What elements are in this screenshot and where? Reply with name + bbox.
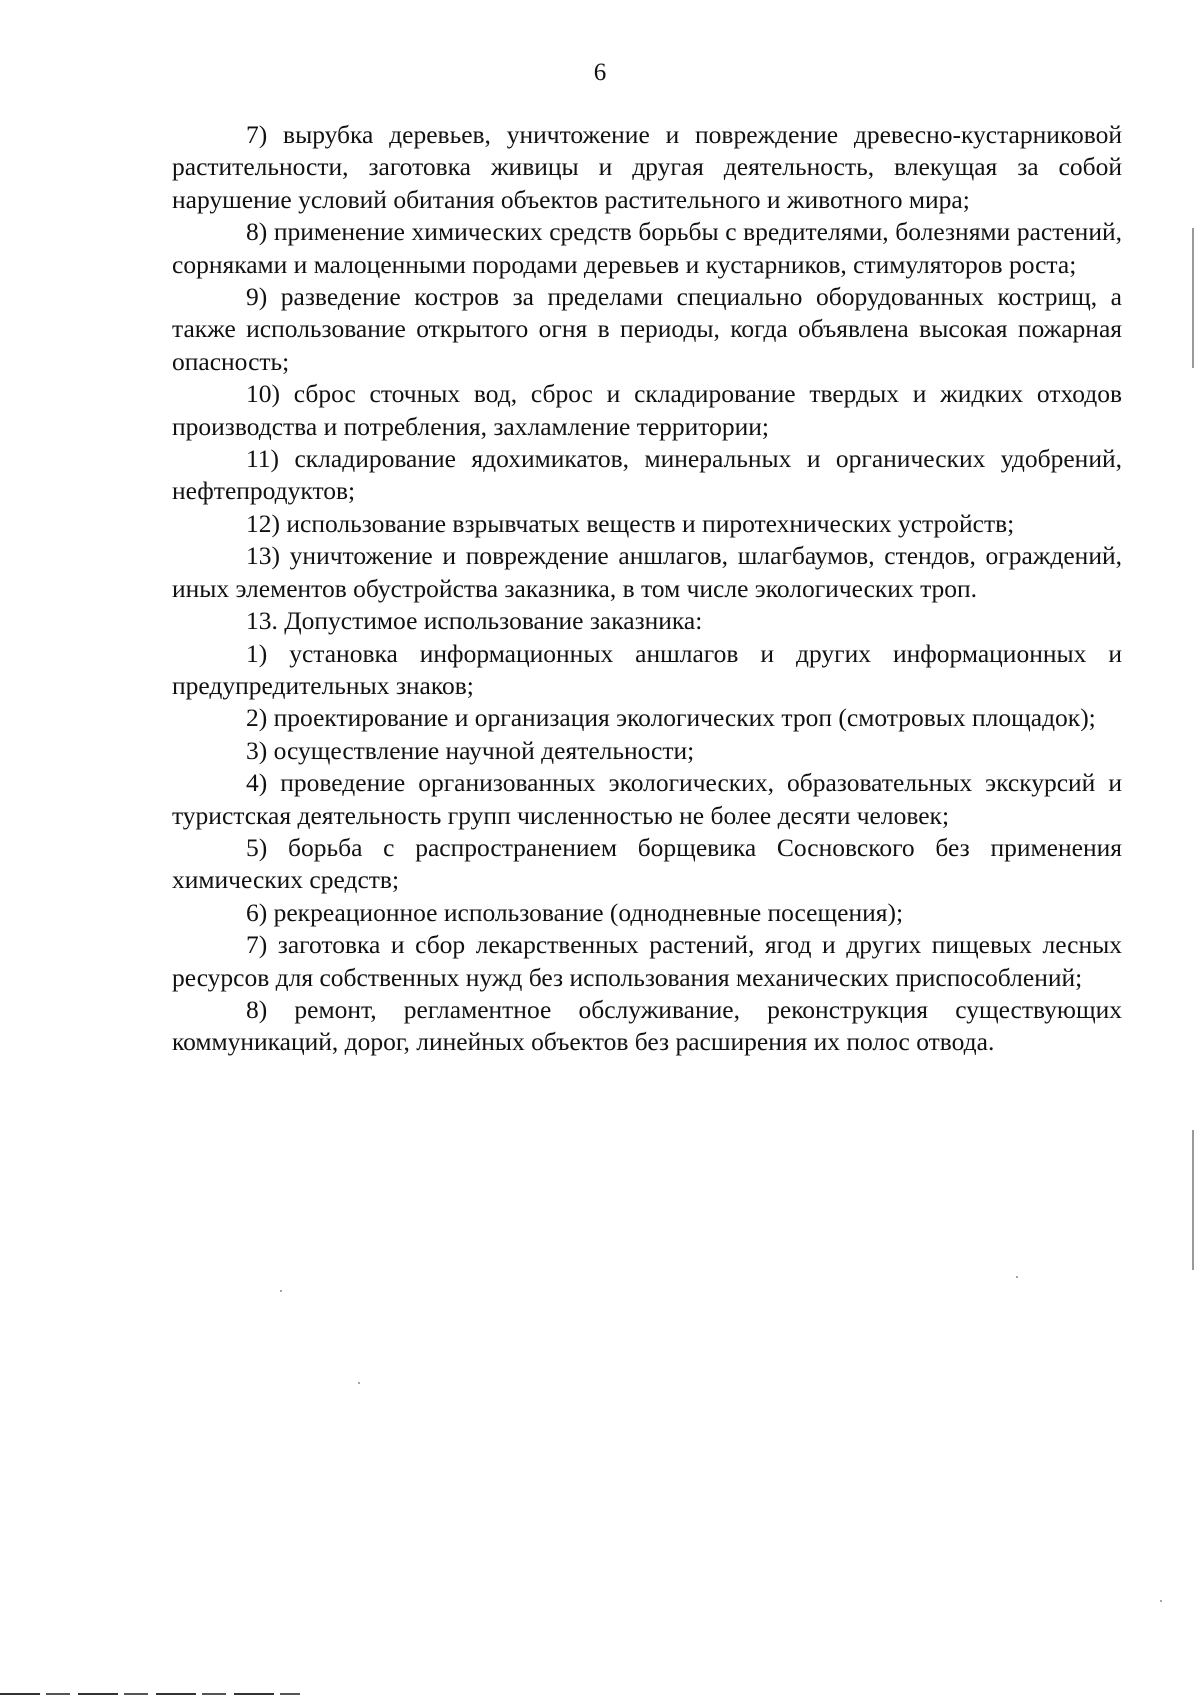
prohibited-item-9: 9) разведение костров за пределами специально оборудованных кострищ, а также использование открытого огня в периоды, когда объявлена высокая пожарная опасность; [172, 282, 1122, 376]
scan-speck [1160, 1600, 1162, 1602]
prohibited-item-13: 13) уничтожение и повреждение аншлагов, шлагбаумов, стендов, ограждений, иных элементов обустройства заказника, в том числе экологических троп. [172, 541, 1122, 603]
document-body [172, 119, 1122, 1059]
prohibited-item-12: 12) использование взрывчатых веществ и пиротехнических устройств; [246, 508, 1015, 538]
permitted-item-3: 3) осуществление научной деятельности; [246, 735, 695, 765]
scan-speck [280, 1290, 282, 1292]
prohibited-item-11: 11) складирование ядохимикатов, минеральных и органических удобрений, нефтепродуктов; [172, 444, 1122, 506]
scan-speck [358, 1382, 360, 1384]
permitted-item-7: 7) заготовка и сбор лекарственных растений, ягод и других пищевых лесных ресурсов для собственных нужд без использования механических приспособлений; [172, 930, 1122, 992]
scan-edge-line [1192, 228, 1194, 368]
page-number: 6 [593, 59, 607, 86]
prohibited-item-7: 7) вырубка деревьев, уничтожение и повреждение древесно-кустарниковой растительности, заготовка живицы и другая деятельность, влекущая за собой нарушение условий обитания объектов растительного и животного мира; [172, 120, 1122, 214]
permitted-item-1: 1) установка информационных аншлагов и других информационных и предупредительных знаков; [172, 638, 1122, 700]
section-heading-13: 13. Допустимое использование заказника: [246, 606, 703, 636]
permitted-item-2: 2) проектирование и организация экологических троп (смотровых площадок); [246, 703, 1096, 733]
permitted-item-4: 4) проведение организованных экологических, образовательных экскурсий и туристская деятельность групп численностью не более десяти человек; [172, 768, 1122, 830]
prohibited-item-8: 8) применение химических средств борьбы с вредителями, болезнями растений, сорняками и малоценными породами деревьев и кустарников, стимуляторов роста; [172, 217, 1122, 279]
permitted-item-6: 6) рекреационное использование (однодневные посещения); [246, 897, 904, 927]
permitted-item-5: 5) борьба с распространением борщевика Сосновского без применения химических средств; [172, 832, 1122, 895]
permitted-item-8: 8) ремонт, регламентное обслуживание, реконструкция существующих коммуникаций, дорог, линейных объектов без расширения их полос отвода. [172, 994, 1122, 1057]
scan-bottom-rule [0, 1693, 300, 1695]
prohibited-item-10: 10) сброс сточных вод, сброс и складирование твердых и жидких отходов производства и потребления, захламление территории; [172, 379, 1122, 441]
scan-speck [1016, 1276, 1018, 1278]
scan-edge-line [1192, 1130, 1194, 1270]
